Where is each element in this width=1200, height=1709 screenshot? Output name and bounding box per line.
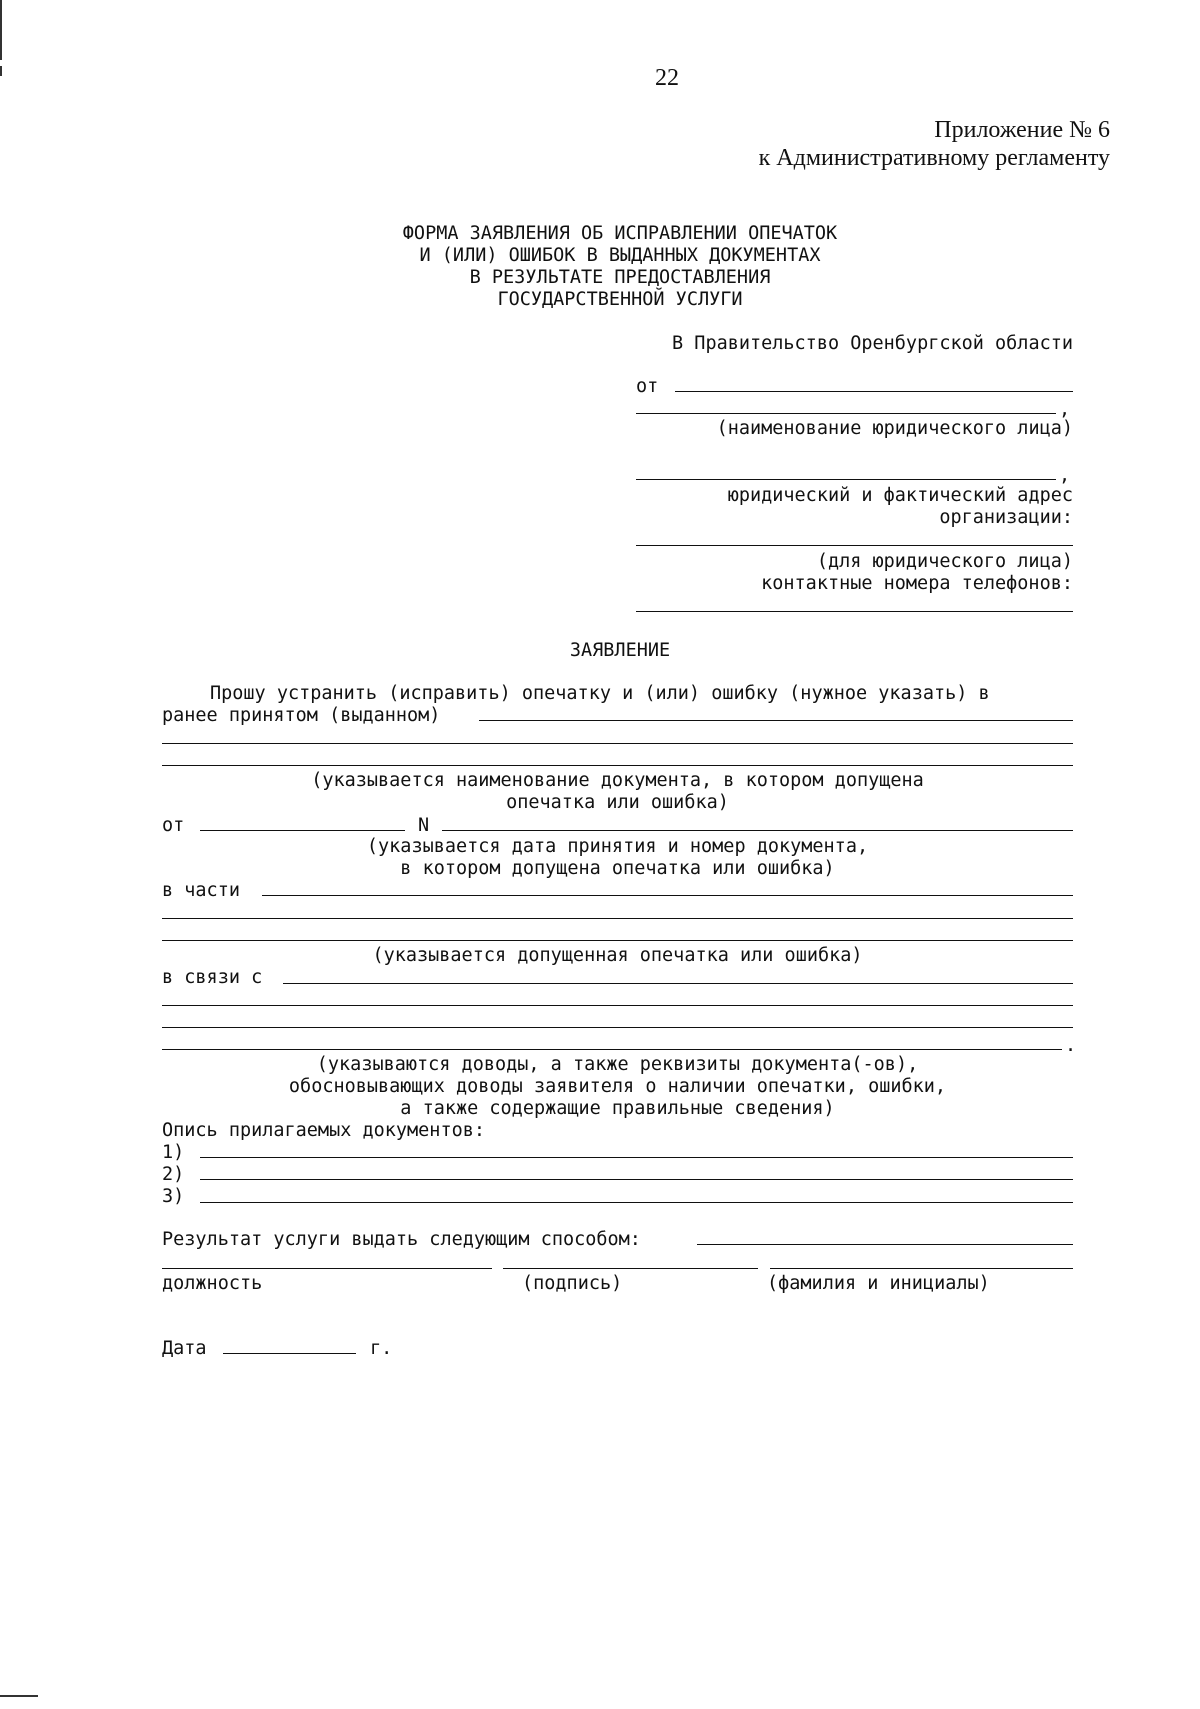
legal-entity-hint: (для юридического лица) [816,551,1073,572]
reason-field[interactable] [162,1005,1073,1006]
attachment-field[interactable] [200,1202,1073,1203]
statement-heading: ЗАЯВЛЕНИЕ [569,640,671,661]
date-bottom-field[interactable] [223,1353,356,1354]
reason-field[interactable] [162,1049,1062,1050]
signature-field[interactable] [503,1268,758,1269]
attachment-field[interactable] [200,1157,1073,1158]
part-field[interactable] [162,918,1073,919]
date-hint-line2: в котором допущена опечатка или ошибка) [400,858,835,879]
reason-label: в связи с [162,967,263,988]
document-field[interactable] [162,765,1073,766]
reason-field[interactable] [162,1027,1073,1028]
scan-edge-mark [0,66,2,76]
reason-period: . [1065,1035,1077,1056]
scan-edge-mark [0,1695,38,1697]
address-field[interactable] [636,479,1056,480]
entity-name-hint: (наименование юридического лица) [716,418,1073,439]
attachments-label: Опись прилагаемых документов: [162,1120,486,1141]
result-method-label: Результат услуги выдать следующим способом: [162,1229,641,1250]
document-date-field[interactable] [200,830,405,831]
name-field[interactable] [770,1268,1073,1269]
attachment-number: 2) [162,1164,185,1185]
form-title-line: И (ИЛИ) ОШИБОК В ВЫДАННЫХ ДОКУМЕНТАХ [419,245,821,266]
year-suffix: г. [370,1338,393,1359]
document-number-label: N [418,815,430,836]
name-label: (фамилия и инициалы) [767,1273,990,1294]
entity-name-field[interactable] [636,413,1056,414]
from-field[interactable] [675,391,1073,392]
document-hint-line2: опечатка или ошибка) [506,792,729,813]
document-field[interactable] [479,720,1073,721]
document-hint-line1: (указывается наименование документа, в котором допущена [311,770,924,791]
reasons-hint-line1: (указываются доводы, а также реквизиты документа(-ов), [316,1054,919,1075]
position-label: должность [162,1273,263,1294]
reasons-hint-line3: а также содержащие правильные сведения) [400,1098,835,1119]
part-field[interactable] [262,895,1073,896]
reason-field[interactable] [283,983,1073,984]
form-title-line: ГОСУДАРСТВЕННОЙ УСЛУГИ [497,289,743,310]
result-method-field[interactable] [697,1244,1073,1245]
statement-request-line1: Прошу устранить (исправить) опечатку и (или) ошибку (нужное указать) в [210,683,990,704]
attachment-field[interactable] [200,1179,1073,1180]
date-hint-line1: (указывается дата принятия и номер документа, [366,836,869,857]
error-hint: (указывается допущенная опечатка или ошибка) [372,945,863,966]
phones-label: контактные номера телефонов: [761,573,1073,594]
part-field[interactable] [162,940,1073,941]
form-title-line: ФОРМА ЗАЯВЛЕНИЯ ОБ ИСПРАВЛЕНИИ ОПЕЧАТОК [402,223,838,244]
appendix-regulation: к Административному регламенту [758,145,1110,171]
position-field[interactable] [162,1268,492,1269]
form-title-line: В РЕЗУЛЬТАТЕ ПРЕДОСТАВЛЕНИЯ [469,267,771,288]
address-hint-line2: организации: [939,507,1073,528]
document-date-label: от [162,815,185,836]
addressee-to: В Правительство Оренбургской области [672,333,1073,354]
part-label: в части [162,880,240,901]
attachment-number: 1) [162,1142,185,1163]
signature-label: (подпись) [522,1273,623,1294]
reasons-hint-line2: обосновывающих доводы заявителя о наличии опечатки, ошибки, [288,1076,947,1097]
address-comma: , [1059,465,1071,486]
from-label: от [636,376,659,397]
document-field[interactable] [162,743,1073,744]
statement-request-line2: ранее принятом (выданном) [162,705,441,726]
attachment-number: 3) [162,1186,185,1207]
organization-field[interactable] [636,545,1073,546]
scan-edge-mark [0,0,2,60]
address-hint-line1: юридический и фактический адрес [727,485,1073,506]
appendix-number: Приложение № 6 [934,117,1110,143]
document-number-field[interactable] [442,830,1073,831]
date-bottom-label: Дата [162,1338,207,1359]
page-number: 22 [655,65,679,91]
phones-field[interactable] [636,611,1073,612]
entity-name-comma: , [1059,399,1071,420]
